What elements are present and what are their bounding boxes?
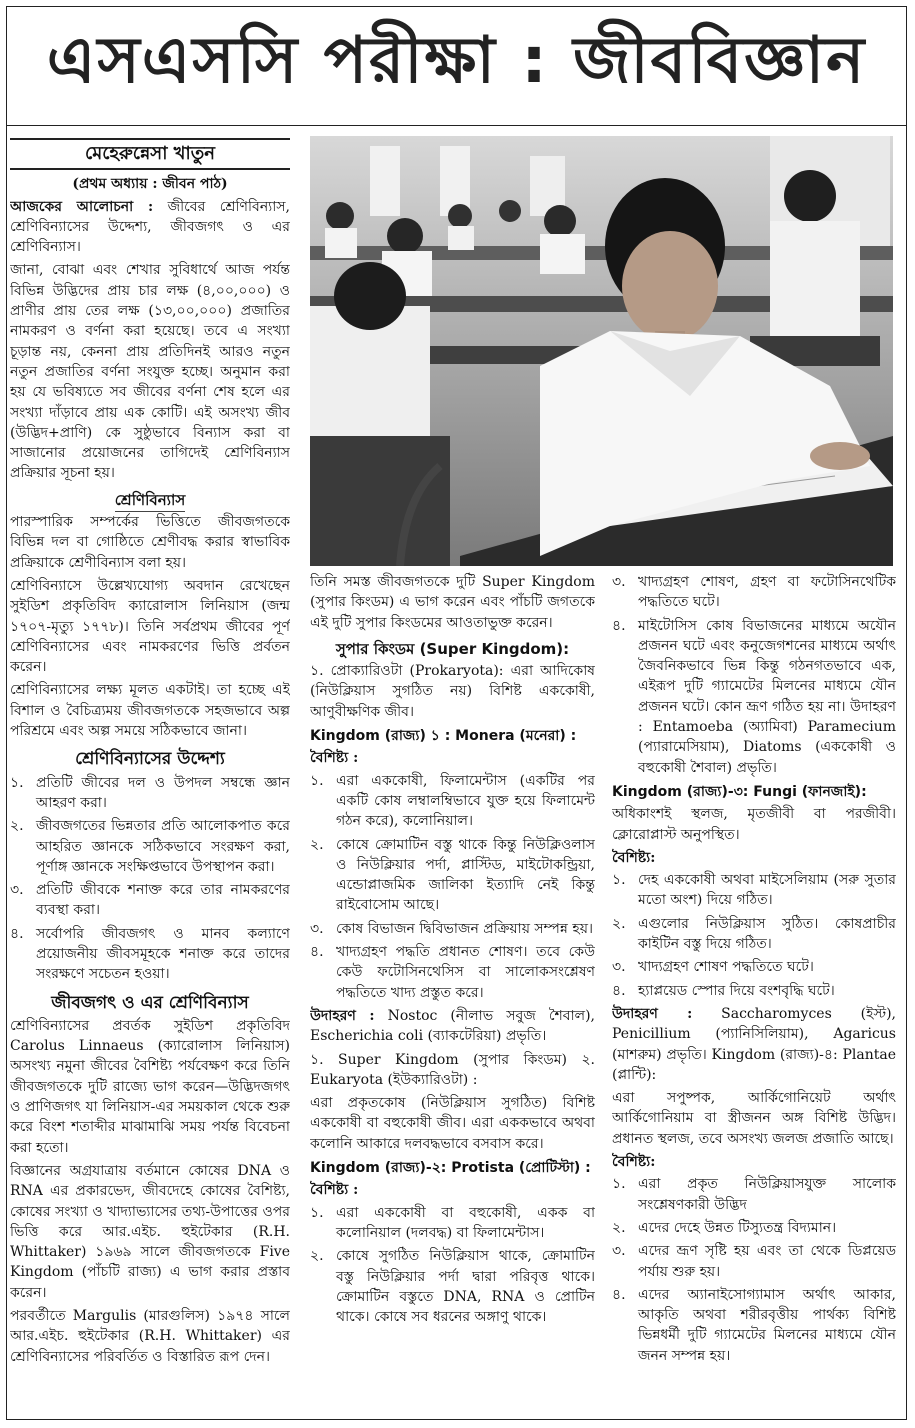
list-text: এদের দেহে উন্নত টিস্যুতন্ত্র বিদ্যমান। [638,1219,837,1236]
list-number: ৪. [612,982,626,999]
list-number: ২. [612,915,626,932]
kingdom-3-features-label: বৈশিষ্ট্য: [612,849,656,866]
kingdom-1-features [310,771,595,1003]
list-text: এগুলোর নিউক্লিয়াস সুঠিত। কোষপ্রাচীর কাইটিন বস্তু দিয়ে গঠিত। [638,915,896,953]
list-item [612,1241,896,1282]
list-number: ৩. [612,959,626,976]
list-number: ৩. [612,1243,626,1260]
kingdom-1-features-label: বৈশিষ্ট্য : [310,750,359,767]
intro-lead-rest: জীবের শ্রেণিবিন্যাস, শ্রেণিবিন্যাসের উদ্দেশ্য, জীবজগৎ ও এর শ্রেণিবিন্যাস। [10,198,290,256]
list-item [612,1285,896,1366]
list-text: মাইটোসিস কোষ বিভাজনের মাধ্যমে অযৌন প্রজনন ঘটে এবং কনুজেগশনের মাধ্যমে অর্থাৎ জৈবনিকভাবে ভিন্ন কিন্তু গঠনগতভাবে এক, এইরূপ দুটি গ্যামেটের মিলনের মাধ্যমে যৌন প্রজনন ঘটে। কোন ভ্রূণ গঠিত হয় না। উদাহরণ : Entamoeba (অ্যামিবা) Paramecium (প্যারামেসিয়াম), Diatoms (এককোষী ও বহুকোষী শৈবাল) প্রভৃতি। [638,617,896,776]
list-item [10,924,290,985]
list-item [10,773,290,814]
list-item [612,572,896,613]
kingdom-3-example [612,1004,896,1085]
classification-p2: শ্রেণিবিন্যাসে উল্লেখ্যযোগ্য অবদান রেখেছেন সুইডিশ প্রকৃতিবিদ ক্যারোলাস লিনিয়াস (জন্ম ১৭০৭-মৃত্যু ১৭৭৮)। তিনি সর্বপ্রথম জীবের পূর্ণ শ্রেণিবিন্যাসের এবং নামকরণের ভিত্তি প্রর্বতন করেন। [10,577,290,676]
classification-p1: পারস্পারিক সম্পর্কের ভিত্তিতে জীবজগতকে বিভিন্ন দল বা গোষ্ঠিতে শ্রেণীবদ্ধ করার স্বাভাবিক প্রক্রিয়াকে শ্রেণীবিন্যাস বলা হয়। [10,514,290,571]
list-item [310,919,595,939]
list-text: এদের অ্যানাইসোগ্যামাস অর্থাৎ আকার, আকৃতি অথবা শরীরবৃত্তীয় পার্থক্য বিশিষ্ট ভিন্নধর্মী দুটি গ্যামেটের মিলনের মাধ্যমে যৌন জনন সম্পন্ন হয়। [638,1286,896,1364]
list-item [612,1218,896,1238]
list-text: সর্বোপরি জীবজগৎ ও মানব কল্যাণে প্রয়োজনীয় জীবসমূহকে শনাক্ত করে তাদের সংরক্ষণে সচেতন হওয়া। [36,925,290,983]
kingdom-3-features [612,870,896,1001]
kingdom-2-features-continued [612,572,896,778]
chapter-label: (প্রথম অধ্যায় : জীবন পাঠ) [72,176,228,193]
list-text: হ্যাপ্লয়েড স্পোর দিয়ে বংশবৃদ্ধি ঘটে। [638,982,835,999]
list-number: ২. [612,1219,626,1236]
living-world-heading: জীবজগৎ ও এর শ্রেণিবিন্যাস [51,992,249,1013]
kingdom-2-features-label: বৈশিষ্ট্য : [310,1182,359,1199]
list-text: এরা এককোষী, ফিলামেন্টাস (একটির পর একটি কোষ লম্বালম্বিভাবে যুক্ত হয়ে ফিলামেন্ট গঠন করে), কলোনিয়াল। [336,772,595,830]
example-text: Nostoc (নীলাভ সবুজ শৈবাল), Escherichia coli (ব্যাকটেরিয়া) প্রভৃতি। [310,1007,595,1045]
intro-lead: আজকের আলোচনা : [10,198,154,215]
list-item [612,616,896,778]
kingdom-2-heading: Kingdom (রাজ্য)-২: Protista (প্রোটিস্টা) : [310,1160,591,1177]
list-item [612,957,896,977]
list-number: ৩. [10,882,24,899]
list-number: ২. [310,836,324,853]
classification-heading-text: শ্রেণিবিন্যাস [115,491,186,512]
masthead-title: এসএসসি পরীক্ষা : জীববিজ্ঞান [6,6,907,126]
list-item [612,914,896,955]
list-text: দেহ এককোষী অথবা মাইসেলিয়াম (সরু সুতার মতো অংশ) দিয়ে গঠিত। [638,872,896,909]
list-item [310,1246,595,1327]
column-2 [310,572,595,1418]
list-text: খাদ্যগ্রহণ শোষণ পদ্ধতিতে ঘটে। [638,959,814,976]
super-kingdom-heading: সুপার কিংডম (Super Kingdom): [335,639,570,658]
list-text: খাদ্যগ্রহণ পদ্ধতি প্রধানত শোষণ। তবে কেউ কেউ ফটোসিনথেসিস বা সালোকসংশ্লেষণ পদ্ধতিতে খাদ্য প্রস্তুত করে। [336,944,595,1001]
list-number: ১. [10,774,24,791]
example-text: Saccharomyces (ইস্ট), Penicillium (প্যানিসিলিয়াম), Agaricus (মাশরুম) প্রভৃতি। Kingdom (রাজ্য)-৪: Plantae (প্লান্টি): [612,1005,896,1083]
list-item [612,870,896,911]
eukaryota-title: ১. Super Kingdom (সুপার কিংডম) ২. Eukaryota (ইউক্যারিওটা) : [310,1051,595,1088]
list-item [612,1174,896,1215]
kingdom-2-features [310,1203,595,1328]
kingdom-3-intro: অধিকাংশই স্থলজ, মৃতজীবী বা পরজীবী। ক্লোরোপ্লাস্ট অনুপস্থিত। [612,806,896,843]
list-text: কোষে সুগঠিত নিউক্লিয়াস থাকে, ক্রোমাটিন বস্তু নিউক্লিয়ার পর্দা দ্বারা পরিবৃত্ত থাকে। ক্রোমাটিন বস্তুতে DNA, RNA ও প্রোটিন থাকে। কোষে সব ধরনের অঙ্গাণু থাকে। [336,1248,595,1326]
kingdom-1-example [310,1006,595,1047]
kingdom-3-heading: Kingdom (রাজ্য)-৩: Fungi (ফানজাই): [612,783,867,800]
example-label: উদাহরণ : [310,1007,375,1024]
list-text: কোষে ক্রোমাটিন বস্তু থাকে কিন্তু নিউক্লিওলাস ও নিউক্লিয়ার পর্দা, প্লাস্টিড, মাইটোকন্ড্রিয়া, এন্ডোপ্লাজমিক জালিকা ইত্যাদি নেই কিন্তু রাইবোসোম আছে। [336,836,595,914]
list-text: এরা এককোষী বা বহুকোষী, একক বা কলোনিয়াল (দলবদ্ধ) বা ফিলামেন্টাস। [336,1204,595,1241]
list-text: জীবজগতের ভিন্নতার প্রতি আলোকপাত করে আহরিত জ্ঞানকে সঠিকভাবে সংরক্ষণ করা, পূর্ণাঙ্গ জ্ঞানকে সংক্ষিপ্তভাবে উপস্থাপন করা। [36,818,290,875]
list-number: ৪. [310,944,324,961]
super-kingdom-intro: তিনি সমস্ত জীবজগতকে দুটি Super Kingdom (সুপার কিংডম) এ ভাগ করেন এবং পাঁচটি জগতকে এই দুটি সুপার কিংডমের আওতাভুক্ত করেন। [310,574,595,631]
exam-hall-photo [310,136,893,566]
list-number: ১. [310,1204,324,1221]
kingdom-4-features-label: বৈশিষ্ট্য: [612,1154,656,1171]
list-number: ৪. [612,617,626,634]
list-text: কোষ বিভাজন দ্বিবিভাজন প্রক্রিয়ায় সম্পন্ন হয়। [336,920,593,937]
list-item [310,771,595,832]
photo-illustration [310,136,893,566]
kingdom-4-intro: এরা সপুষ্পক, আর্কিগোনিয়েট অর্থাৎ আর্কিগোনিয়াম বা স্ত্রীজনন অঙ্গ বিশিষ্ট উদ্ভিদ। প্রধানত স্থলজ, তবে অসংখ্য জলজ প্রজাতি আছে। [612,1090,896,1147]
list-number: ২. [10,818,24,835]
list-item [10,816,290,877]
list-number: ১. [310,772,324,789]
living-world-p1: শ্রেণিবিন্যাসের প্রবর্তক সুইডিশ প্রকৃতিবিদ Carolus Linnaeus (ক্যারোলাস লিনিয়াস) অসংখ্য নমুনা জীবের বৈশিষ্ট্য পর্যবেক্ষণ করে তিনি জীবজগতকে দুটি রাজ্যে ভাগ করেন—উদ্ভিদজগৎ ও প্রাণিজগৎ যা লিনিয়াস-এর সময়কাল থেকে শুরু করে বিংশ শতাব্দীর মাঝামাঝি সময় পর্যন্ত বিবেচনা করা হতো। [10,1017,290,1156]
kingdom-4-features [612,1174,896,1366]
list-number: ৩. [310,920,324,937]
list-item [612,981,896,1001]
eukaryota-text: এরা প্রকৃতকোষ (নিউক্লিয়াস সুগঠিত) বিশিষ্ট এককোষী বা বহুকোষী জীব। এরা এককভাবে অথবা কলোনি আকারে দলবদ্ধভাবে বসবাস করে। [310,1095,595,1152]
list-number: ১. [612,1176,626,1193]
list-item [310,835,595,916]
list-item [310,942,595,1003]
list-text: প্রতিটি জীবকে শনাক্ত করে তার নামকরণের ব্যবস্থা করা। [36,882,290,919]
classification-heading [10,490,290,510]
objectives-heading: শ্রেণিবিন্যাসের উদ্দেশ্য [75,749,225,770]
byline-author: মেহেরুন্নেসা খাতুন [10,138,290,170]
list-text: খাদ্যগ্রহণ শোষণ, গ্রহণ বা ফটোসিনথেটিক পদ্ধতিতে ঘটে। [638,574,896,611]
intro-paragraph [10,197,290,258]
example-label: উদাহরণ : [612,1005,693,1022]
list-text: এরা প্রকৃত নিউক্লিয়াসযুক্ত সালোক সংশ্লেষণকারী উদ্ভিদ [638,1176,896,1213]
column-3 [612,572,896,1418]
list-item [310,1203,595,1244]
living-world-p2: বিজ্ঞানের অগ্রযাত্রায় বর্তমানে কোষের DNA ও RNA এর প্রকারভেদ, জীবদেহে কোষের বৈশিষ্ট্য, কোষের সংখ্যা ও খাদ্যাভ্যাসের তথ্য-উপাত্তের ওপর ভিত্তি করে আর.এইচ. হুইটেকার (R.H. Whittaker) ১৯৬৯ সালে জীবজগতকে Five Kingdom (পাঁচটি রাজ্য) এ ভাগ করার প্রস্তাব করেন। [10,1162,290,1301]
intro-paragraph-2: জানা, বোঝা এবং শেখার সুবিধার্থে আজ পর্যন্ত বিভিন্ন উদ্ভিদের প্রায় চার লক্ষ (৪,০০,০০০) ও প্রাণীর প্রায় তের লক্ষ (১৩,০০,০০০) প্রজাতির নামকরণ ও বর্ণনা করা হয়েছে। তবে এ সংখ্যা চূড়ান্ত নয়, কেননা প্রায় প্রতিদিনই আরও নতুন নতুন প্রজাতির বর্ণনা সংযুক্ত হচ্ছে। অনুমান করা হয় যে ভবিষ্যতে সব জীবের বর্ণনা শেষ হলে এর সংখ্যা দাঁড়াবে প্রায় এক কোটি। এই অসংখ্য জীব (উদ্ভিদ+প্রাণি) কে সুষ্ঠুভাবে বিন্যাস করা বা সাজানোর প্রয়োজনের তাগিদেই শ্রেণিবিন্যাস প্রক্রিয়ার সূচনা হয়। [10,262,290,482]
prokaryota-paragraph: ১. প্রোক্যারিওটা (Prokaryota): এরা আদিকোষ (নিউক্লিয়াস সুগঠিত নয়) বিশিষ্ট এককোষী, আণুবীক্ষণিক জীব। [310,663,595,720]
classification-p3: শ্রেণিবিন্যাসের লক্ষ্য মূলত একটাই। তা হচ্ছে এই বিশাল ও বৈচিত্র্যময় জীবজগতকে সহজভাবে অল্প পরিশ্রমে এবং অল্প সময়ে সঠিকভাবে জানা। [10,682,290,740]
list-number: ৪. [612,1286,626,1303]
list-item [10,880,290,921]
list-number: ২. [310,1248,324,1265]
living-world-p3: পরবর্তীতে Margulis (মারগুলিস) ১৯৭৪ সালে আর.এইচ. হুইটেকার (R.H. Whittaker) এর শ্রেণিবিন্যাসের পরিবর্তিত ও বিস্তারিত রূপ দেন। [10,1308,290,1365]
list-text: প্রতিটি জীবের দল ও উপদল সম্বন্ধে জ্ঞান আহরণ করা। [36,774,290,811]
list-text: এদের ভ্রূণ সৃষ্টি হয় এবং তা থেকে ডিপ্লয়েড পর্যায় শুরু হয়। [638,1243,896,1280]
list-number: ১. [612,872,626,889]
objectives-list [10,773,290,985]
list-number: ৪. [10,925,24,942]
column-1 [10,138,290,1418]
list-number: ৩. [612,574,626,590]
kingdom-1-heading: Kingdom (রাজ্য) ১ : Monera (মনেরা) : [310,728,577,745]
